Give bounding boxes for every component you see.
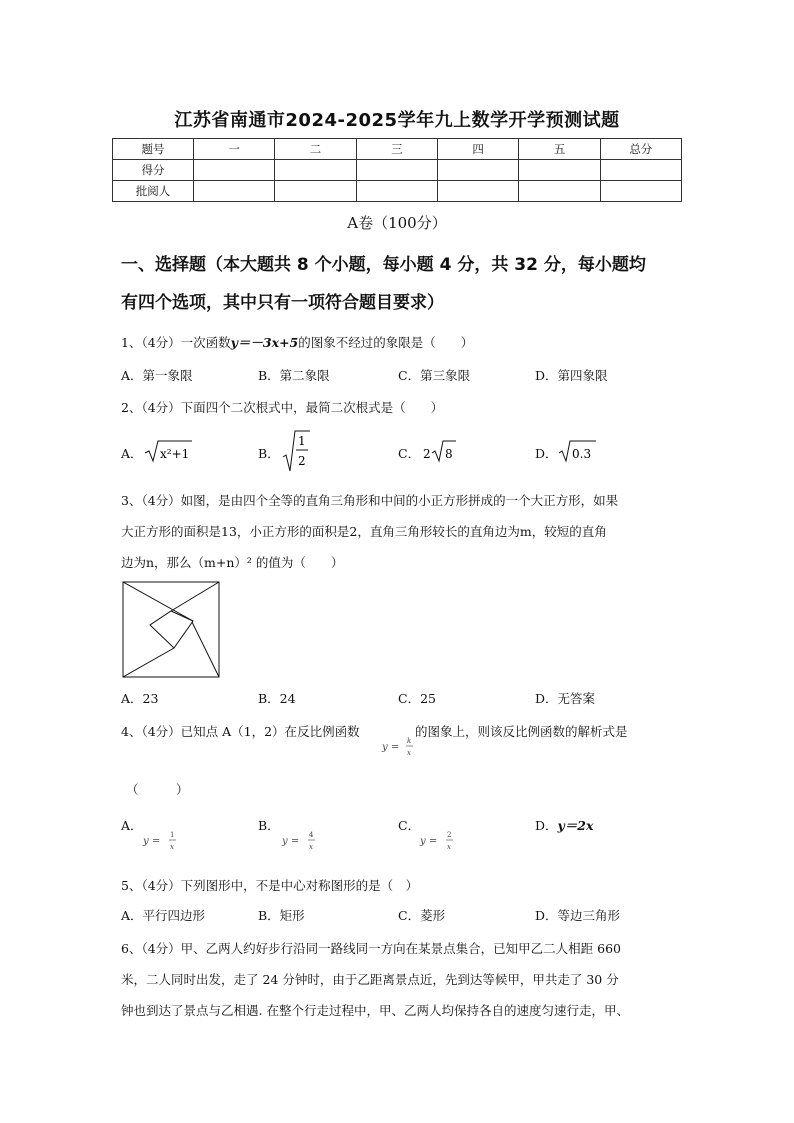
table-cell [275, 181, 356, 202]
q4-stem-den: x [407, 749, 411, 757]
table-cell: 一 [194, 139, 275, 160]
q2-option-b-label: B． [258, 446, 280, 461]
q4-option-c-lhs: y = [420, 836, 438, 847]
question-5-stem: 5、（4分）下列图形中，不是中心对称图形的是（ ） [121, 878, 419, 893]
triangle-edge [123, 648, 174, 677]
q4-option-b-num: 4 [309, 831, 314, 839]
question-3-line2: 大正方形的面积是13，小正方形的面积是2，直角三角形较长的直角边为m，较短的直角 [121, 524, 607, 539]
triangle-edge [123, 582, 193, 621]
q1-prefix: 1、（4分）一次函数 [121, 335, 231, 350]
q5-option-a: A．平行四边形 [121, 908, 206, 923]
table-cell: 五 [519, 139, 600, 160]
table-cell [600, 181, 681, 202]
small-square [150, 611, 193, 648]
table-cell [437, 160, 518, 181]
question-3-line1: 3、（4分）如图，是由四个全等的直角三角形和中间的小正方形拼成的一个大正方形，如果 [121, 493, 619, 508]
q2-option-b-den: 2 [298, 454, 306, 468]
score-table-row [113, 160, 682, 181]
q4-option-d [535, 816, 593, 834]
question-4-suffix: 的图象上，则该反比例函数的解析式是 [415, 724, 628, 739]
pinwheel-square-figure [122, 581, 222, 679]
q4-option-b-lhs: y = [282, 836, 300, 847]
q2-option-c-label: C． [398, 446, 421, 461]
q2-option-c-radical [422, 438, 458, 464]
q4-stem-formula [381, 732, 415, 760]
q2-option-b-radical [282, 429, 312, 473]
q1-option-c: C．第三象限 [398, 368, 471, 383]
table-cell: 得分 [113, 160, 194, 181]
table-cell [519, 181, 600, 202]
q3-option-c: C．25 [398, 691, 436, 706]
q4-stem-num: k [407, 737, 412, 745]
q4-option-a-label: A． [121, 818, 143, 833]
q4-option-c-label: C． [398, 818, 421, 833]
q4-option-d-formula: y＝2x [557, 818, 594, 833]
q5-option-c: C．菱形 [398, 908, 446, 923]
score-table-row [113, 181, 682, 202]
section-a-label: A卷（100分） [347, 214, 447, 232]
q2-option-c-coef: 2 [423, 447, 431, 461]
q5-option-d: D．等边三角形 [535, 908, 621, 923]
section-heading-line1: 一、选择题（本大题共 8 个小题，每小题 4 分，共 32 分，每小题均 [121, 255, 646, 275]
q1-formula: y＝－3x+5 [230, 335, 299, 350]
table-cell [356, 181, 437, 202]
question-4-prefix: 4、（4分）已知点 A（1，2）在反比例函数 [121, 724, 360, 739]
q1-option-b: B．第二象限 [258, 368, 330, 383]
score-table [112, 138, 682, 202]
q4-option-a-num: 1 [170, 831, 175, 839]
table-cell: 三 [356, 139, 437, 160]
q2-option-d-label: D． [535, 446, 558, 461]
table-cell [600, 160, 681, 181]
question-6-line2: 米，二人同时出发，走了 24 分钟时，由于乙距离景点近，先到达等候甲，甲共走了 30 分 [121, 972, 619, 987]
page-title: 江苏省南通市2024-2025学年九上数学开学预测试题 [174, 110, 620, 131]
table-cell [356, 160, 437, 181]
question-2-stem: 2、（4分）下面四个二次根式中，最简二次根式是（ ） [121, 400, 444, 415]
table-cell [194, 181, 275, 202]
q2-option-b-num: 1 [298, 434, 306, 448]
table-cell: 批阅人 [113, 181, 194, 202]
q4-option-b-den: x [309, 843, 313, 851]
q4-option-c-formula [419, 826, 459, 854]
q4-option-c-den: x [447, 843, 451, 851]
q1-option-d: D．第四象限 [535, 368, 608, 383]
q3-option-b: B．24 [258, 691, 296, 706]
section-heading-line2: 有四个选项，其中只有一项符合题目要求） [121, 293, 444, 313]
table-cell: 总分 [600, 139, 681, 160]
q4-option-d-label: D． [535, 818, 558, 833]
q3-option-a: A．23 [121, 691, 159, 706]
question-6-line3: 钟也到达了景点与乙相遇. 在整个行走过程中，甲、乙两人均保持各自的速度匀速行走，甲、 [121, 1003, 629, 1018]
question-6-line1: 6、（4分）甲、乙两人约好步行沿同一路线同一方向在某景点集合，已知甲乙二人相距 660 [121, 941, 621, 956]
q2-option-d-radical [558, 438, 598, 464]
q4-option-b-label: B． [258, 818, 280, 833]
q3-option-d: D．无答案 [535, 691, 596, 706]
table-cell [519, 160, 600, 181]
question-1-stem [121, 333, 473, 351]
q4-option-a-den: x [170, 843, 174, 851]
big-square [123, 582, 219, 677]
q2-option-a-radical [144, 438, 194, 464]
q2-option-d-text: 0.3 [572, 447, 592, 461]
table-cell [194, 160, 275, 181]
score-table-header-row [113, 139, 682, 160]
q2-option-a-text: x²+1 [160, 447, 190, 461]
question-3-line3: 边为n，那么（m+n）² 的值为（ ） [121, 555, 344, 570]
table-cell: 二 [275, 139, 356, 160]
triangle-edge [171, 582, 219, 611]
table-cell: 四 [437, 139, 518, 160]
triangle-edge [192, 622, 219, 677]
question-4-paren: （ ） [126, 782, 189, 797]
q4-option-a-formula [142, 826, 182, 854]
table-cell [437, 181, 518, 202]
q4-option-b-formula [281, 826, 321, 854]
q2-option-a-label: A． [121, 446, 143, 461]
table-cell [275, 160, 356, 181]
q4-option-c-num: 2 [447, 831, 452, 839]
q4-stem-lhs: y = [382, 742, 400, 753]
q2-option-c-rad: 8 [445, 447, 453, 461]
q4-option-a-lhs: y = [143, 836, 161, 847]
table-cell: 题号 [113, 139, 194, 160]
q1-suffix: 的图象不经过的象限是（ ） [298, 335, 474, 350]
q5-option-b: B．矩形 [258, 908, 305, 923]
q1-option-a: A．第一象限 [121, 368, 193, 383]
